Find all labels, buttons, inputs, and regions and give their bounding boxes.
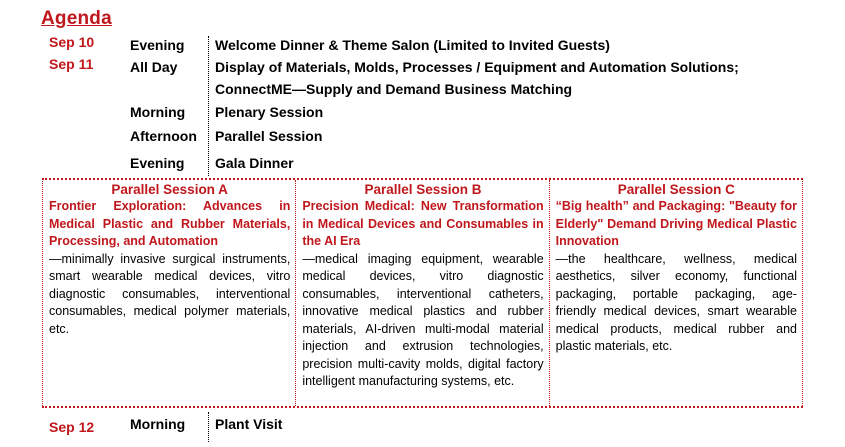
column-divider (208, 36, 209, 176)
session-a-body: —minimally invasive surgical instruments, smart wearable medical devices, vitro diagnostic consumables, interventional consumables, medical polymer materials, etc. (49, 251, 291, 336)
event-plenary: Plenary Session (215, 104, 324, 120)
date-sep-10: Sep 10 (49, 34, 95, 50)
event-welcome-dinner: Welcome Dinner & Theme Salon (Limited to Invited Guests) (215, 37, 610, 53)
session-a-column (43, 180, 295, 406)
event-display: Display of Materials, Molds, Processes / Equipment and Automation Solutions; (215, 59, 739, 75)
date-sep-12: Sep 12 (49, 419, 95, 435)
session-c-title: “Big health” and Packaging: "Beauty for Elderly" Demand Driving Medical Plastic Innovation (555, 199, 797, 248)
event-gala: Gala Dinner (215, 155, 294, 171)
date-sep-11: Sep 11 (49, 56, 94, 72)
session-c-column (549, 180, 802, 406)
session-b-column (295, 180, 548, 406)
event-connectme: ConnectME—Supply and Demand Business Matching (215, 81, 573, 97)
event-plant-visit: Plant Visit (215, 416, 283, 432)
session-b-heading: Parallel Session B (364, 182, 482, 197)
session-c-body: —the healthcare, wellness, medical aesthetics, silver economy, functional packaging, portable packaging, age-friendly medical devices, smart wearable medical products, medical rubber and plastic materials, etc. (555, 251, 797, 353)
time-label: All Day (130, 59, 178, 75)
time-label: Evening (130, 155, 185, 171)
time-label: Evening (130, 37, 185, 53)
parallel-sessions-table (42, 178, 803, 408)
session-b-title: Precision Medical: New Transformation in Medical Devices and Consumables in the AI Era (302, 199, 544, 248)
event-parallel: Parallel Session (215, 128, 323, 144)
time-label: Morning (130, 104, 186, 120)
time-label: Morning (130, 416, 186, 432)
time-label: Afternoon (130, 128, 197, 144)
session-c-heading: Parallel Session C (617, 182, 735, 197)
agenda-heading: Agenda (41, 8, 112, 29)
session-a-heading: Parallel Session A (111, 182, 228, 197)
session-a-title: Frontier Exploration: Advances in Medical Plastic and Rubber Materials, Processing, and Automation (49, 199, 291, 248)
session-b-body: —medical imaging equipment, wearable medical devices, vitro diagnostic consumables, interventional catheters, innovative medical plastics and rubber materials, AI-driven multi-modal material injection and extrusion technologies, precision multi-cavity molds, digital factory intelligent manufacturing systems, etc. (302, 251, 544, 388)
column-divider (208, 412, 209, 442)
